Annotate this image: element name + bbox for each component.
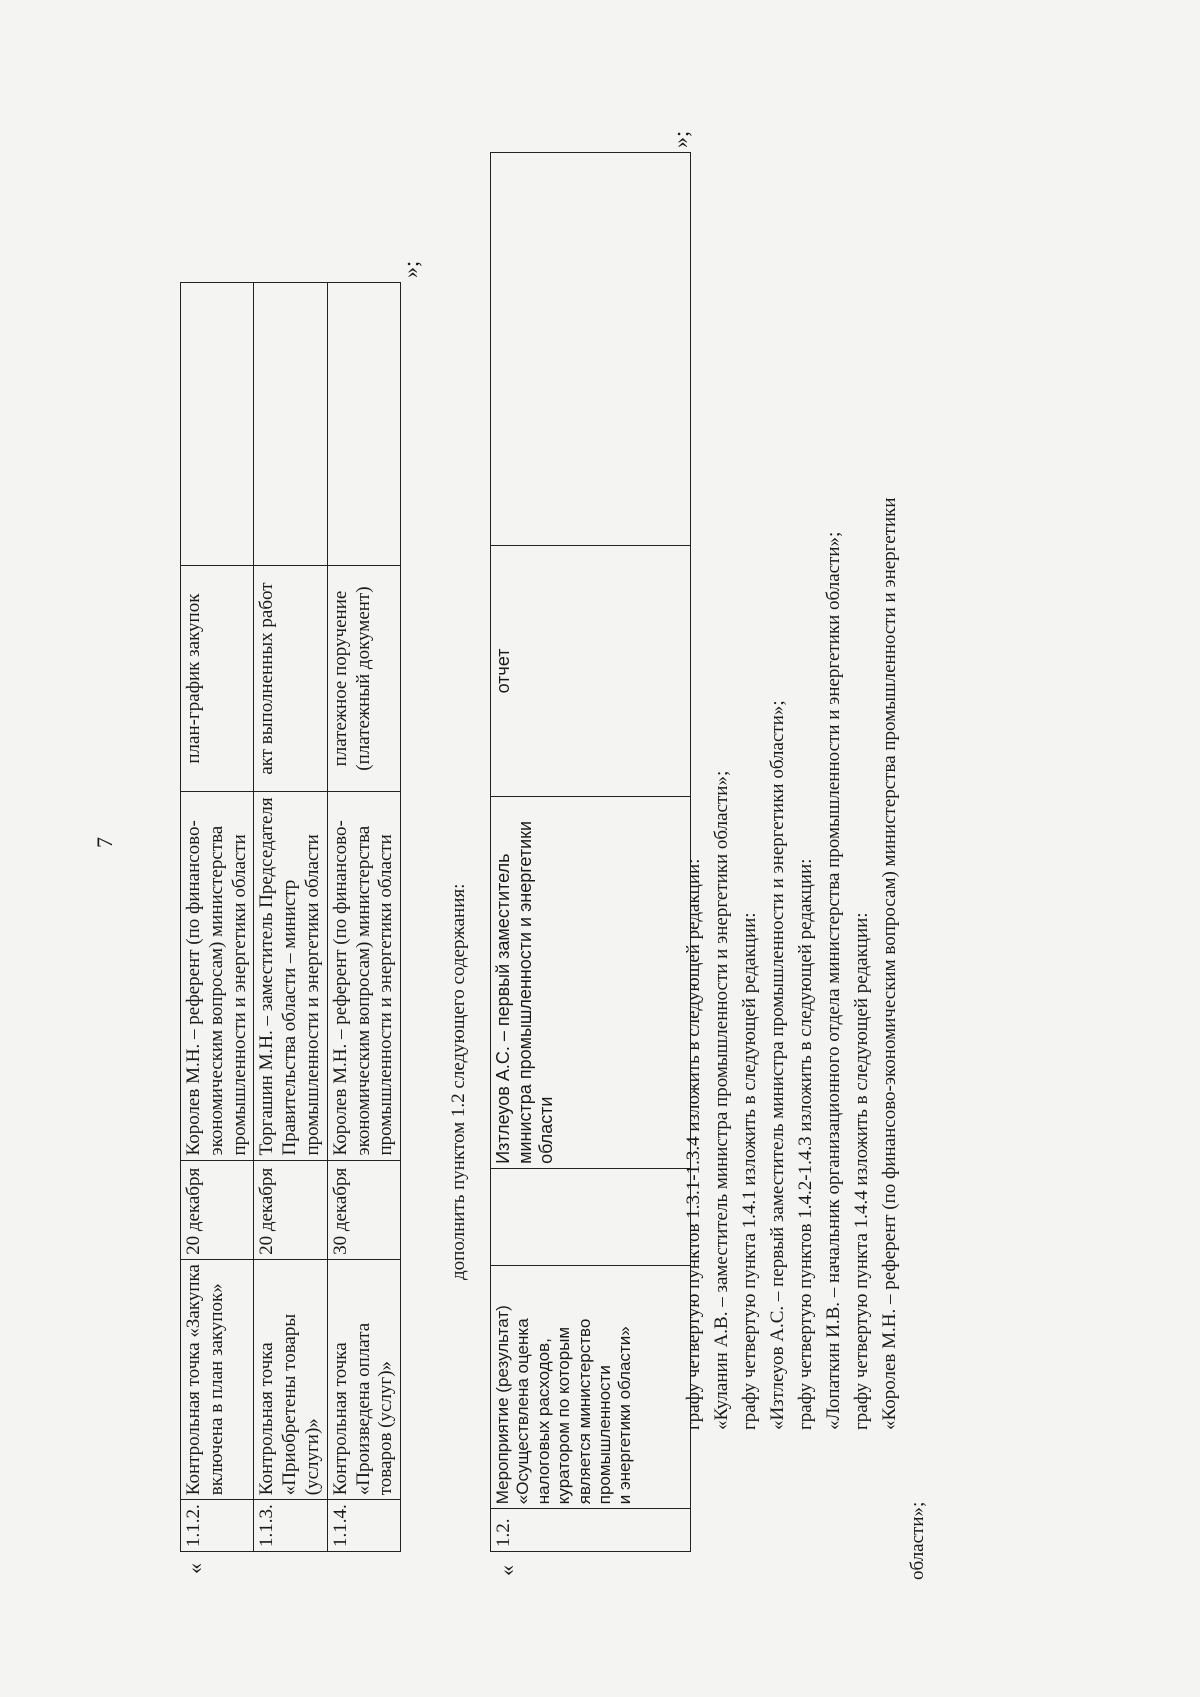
table1-close-quote: »; bbox=[398, 260, 423, 278]
responsible: Изтлеуов А.С. – первый заместитель министра промышленности и энергетики области bbox=[491, 796, 691, 1168]
paragraph: «Королев М.Н. – референт (по финансово-экономическим вопросам) министерства промышленности и энергетики bbox=[879, 497, 900, 1430]
event-name-line: куратором по которым bbox=[554, 1326, 574, 1505]
responsible: Королев М.Н. – референт (по финансово-экономическим вопросам) министерства промышленности и энергетики области bbox=[181, 792, 254, 1160]
paragraph: графу четвертую пункта 1.4.4 изложить в следующей редакции: bbox=[851, 912, 872, 1430]
amendment-text bbox=[680, 497, 932, 1580]
table-row bbox=[254, 283, 327, 1552]
document-type: акт выполненных работ bbox=[254, 565, 327, 792]
paragraph: «Куланин А.В. – заместитель министра промышленности и энергетики области»; bbox=[711, 770, 732, 1430]
table-row bbox=[327, 283, 400, 1552]
table2 bbox=[490, 152, 691, 1552]
event-name bbox=[491, 1266, 691, 1509]
event-name: Контрольная точка «Приобретены товары (услуги)» bbox=[254, 1259, 327, 1499]
deadline: 30 декабря bbox=[327, 1160, 400, 1259]
table-row bbox=[491, 153, 691, 1552]
empty-cell bbox=[254, 283, 327, 566]
event-name: Контрольная точка «Произведена оплата товаров (услуг)» bbox=[327, 1259, 400, 1499]
paragraph: графу четвертую пункта 1.4.1 изложить в следующей редакции: bbox=[739, 912, 760, 1430]
event-name-line: и энергетики области» bbox=[615, 1326, 635, 1505]
deadline: 20 декабря bbox=[181, 1160, 254, 1259]
event-name-line: является министерство bbox=[574, 1318, 594, 1505]
event-name-line: «Осуществлена оценка bbox=[513, 1318, 533, 1505]
paragraph: графу четвертую пунктов 1.3.1-1.3.4 изложить в следующей редакции: bbox=[683, 858, 704, 1430]
table2-close-quote: »; bbox=[668, 130, 693, 148]
empty-cell bbox=[327, 283, 400, 566]
rotated-content bbox=[180, 110, 980, 1580]
paragraph: «Изтлеуов А.С. – первый заместитель министра промышленности и энергетики области»; bbox=[767, 700, 788, 1430]
row-number: 1.1.4. bbox=[327, 1500, 400, 1552]
paragraph: области»; bbox=[907, 1501, 928, 1580]
event-name: Контрольная точка «Закупка включена в план закупок» bbox=[181, 1259, 254, 1499]
document-type: план-график закупок bbox=[181, 565, 254, 792]
row-number: 1.1.3. bbox=[254, 1500, 327, 1552]
row-number: 1.2. bbox=[491, 1509, 691, 1552]
row-number: 1.1.2. bbox=[181, 1500, 254, 1552]
responsible: Торгашин М.Н. – заместитель Председателя Правительства области – министр промышленности и энергетики области bbox=[254, 792, 327, 1160]
responsible: Королев М.Н. – референт (по финансово-экономическим вопросам) министерства промышленности и энергетики области bbox=[327, 792, 400, 1160]
page-number: 7 bbox=[92, 837, 117, 848]
deadline bbox=[491, 1168, 691, 1265]
document-type: платежное поручение (платежный документ) bbox=[327, 565, 400, 792]
event-name-line: промышленности bbox=[594, 1365, 614, 1505]
empty-cell bbox=[181, 283, 254, 566]
intro-text: дополнить пунктом 1.2 следующего содержания: bbox=[448, 883, 469, 1280]
paragraph: «Лопаткин И.В. – начальник организационного отдела министерства промышленности и энергетики области»; bbox=[823, 531, 844, 1430]
table2-open-quote: « bbox=[494, 1565, 519, 1576]
empty-cell bbox=[491, 153, 691, 546]
event-name-line: налоговых расходов, bbox=[533, 1338, 553, 1505]
table1-open-quote: « bbox=[182, 1563, 207, 1574]
deadline: 20 декабря bbox=[254, 1160, 327, 1259]
paragraph: графу четвертую пунктов 1.4.2-1.4.3 изложить в следующей редакции: bbox=[795, 858, 816, 1430]
event-name-line: Мероприятие (результат) bbox=[493, 1305, 512, 1505]
table-row bbox=[181, 283, 254, 1552]
table1 bbox=[180, 282, 401, 1552]
document-type: отчет bbox=[491, 546, 691, 797]
